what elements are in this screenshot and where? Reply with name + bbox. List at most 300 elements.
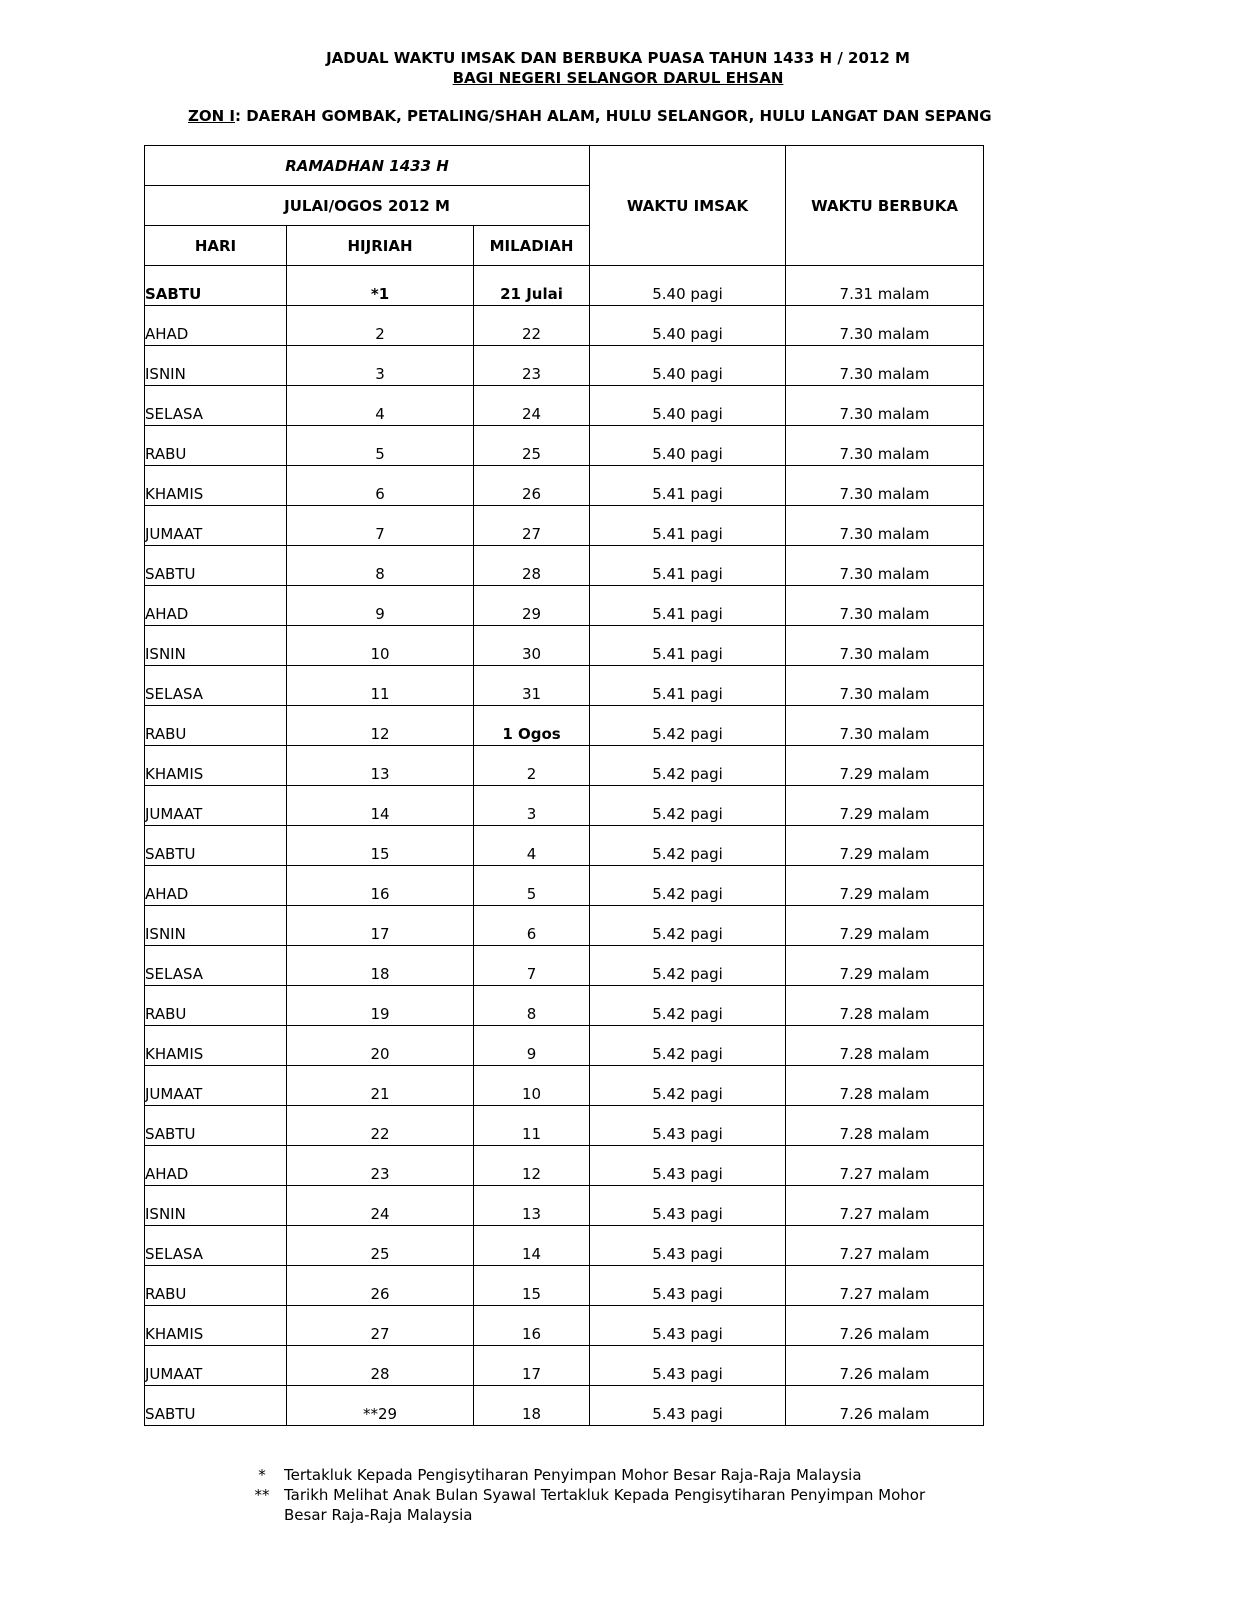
imsak-cell bbox=[590, 1266, 786, 1306]
footnote-mark: ** bbox=[254, 1486, 270, 1504]
imsak-cell-text: 5.40 pagi bbox=[652, 365, 723, 383]
day-cell-text: RABU bbox=[145, 445, 187, 463]
table-row bbox=[145, 346, 984, 386]
hijriah-cell bbox=[287, 546, 474, 586]
miladiah-cell bbox=[474, 706, 590, 746]
imsak-cell-text: 5.43 pagi bbox=[652, 1125, 723, 1143]
miladiah-cell bbox=[474, 746, 590, 786]
imsak-cell-text: 5.41 pagi bbox=[652, 565, 723, 583]
imsak-cell-text: 5.43 pagi bbox=[652, 1165, 723, 1183]
day-cell bbox=[145, 386, 287, 426]
berbuka-cell-text: 7.26 malam bbox=[839, 1365, 930, 1383]
berbuka-cell-text: 7.28 malam bbox=[839, 1125, 930, 1143]
imsak-cell-text: 5.42 pagi bbox=[652, 845, 723, 863]
berbuka-cell-text: 7.27 malam bbox=[839, 1285, 930, 1303]
berbuka-cell-text: 7.27 malam bbox=[839, 1205, 930, 1223]
berbuka-cell bbox=[786, 1266, 984, 1306]
berbuka-cell-text: 7.30 malam bbox=[839, 645, 930, 663]
imsak-cell-text: 5.43 pagi bbox=[652, 1205, 723, 1223]
hijriah-cell-text: 3 bbox=[375, 365, 385, 383]
berbuka-cell-text: 7.29 malam bbox=[839, 845, 930, 863]
day-cell bbox=[145, 1106, 287, 1146]
imsak-cell bbox=[590, 426, 786, 466]
miladiah-cell-text: 5 bbox=[526, 885, 537, 903]
berbuka-cell-text: 7.27 malam bbox=[839, 1245, 930, 1263]
berbuka-cell-text: 7.30 malam bbox=[839, 445, 930, 463]
hijriah-cell bbox=[287, 306, 474, 346]
miladiah-cell-text: 30 bbox=[521, 645, 542, 663]
hijriah-cell bbox=[287, 706, 474, 746]
hijriah-cell bbox=[287, 906, 474, 946]
miladiah-cell-text: 8 bbox=[526, 1005, 537, 1023]
miladiah-cell-text: 31 bbox=[521, 685, 542, 703]
berbuka-cell bbox=[786, 346, 984, 386]
hijriah-cell bbox=[287, 1386, 474, 1426]
miladiah-cell-text: 6 bbox=[526, 925, 537, 943]
day-cell bbox=[145, 1146, 287, 1186]
table-row bbox=[145, 746, 984, 786]
miladiah-cell bbox=[474, 466, 590, 506]
day-cell-text: SABTU bbox=[145, 1125, 196, 1143]
hijriah-cell-text: 2 bbox=[375, 325, 385, 343]
imsak-cell bbox=[590, 586, 786, 626]
imsak-cell bbox=[590, 1346, 786, 1386]
day-cell-text: RABU bbox=[145, 1005, 187, 1023]
berbuka-cell-text: 7.30 malam bbox=[839, 605, 930, 623]
miladiah-cell bbox=[474, 1066, 590, 1106]
miladiah-cell-text: 11 bbox=[521, 1125, 542, 1143]
day-cell-text: SELASA bbox=[145, 685, 204, 703]
day-cell bbox=[145, 306, 287, 346]
berbuka-cell-text: 7.29 malam bbox=[839, 885, 930, 903]
berbuka-cell bbox=[786, 506, 984, 546]
day-cell bbox=[145, 986, 287, 1026]
imsak-cell-text: 5.42 pagi bbox=[652, 1045, 723, 1063]
hijriah-cell bbox=[287, 1346, 474, 1386]
table-row bbox=[145, 1106, 984, 1146]
miladiah-cell bbox=[474, 626, 590, 666]
imsak-cell-text: 5.43 pagi bbox=[652, 1405, 723, 1423]
berbuka-cell bbox=[786, 826, 984, 866]
hijriah-cell bbox=[287, 586, 474, 626]
berbuka-cell bbox=[786, 666, 984, 706]
imsak-cell bbox=[590, 1066, 786, 1106]
berbuka-cell-text: 7.30 malam bbox=[839, 685, 930, 703]
day-cell-text: KHAMIS bbox=[145, 1045, 204, 1063]
table-row bbox=[145, 1186, 984, 1226]
day-cell-text: AHAD bbox=[145, 1165, 189, 1183]
imsak-cell bbox=[590, 466, 786, 506]
imsak-cell bbox=[590, 266, 786, 306]
hijriah-cell bbox=[287, 1146, 474, 1186]
hijriah-cell-text: 11 bbox=[370, 685, 390, 703]
footnote bbox=[240, 1485, 964, 1525]
day-cell bbox=[145, 346, 287, 386]
miladiah-cell-text: 26 bbox=[521, 485, 542, 503]
imsak-header: WAKTU IMSAK bbox=[590, 146, 786, 266]
day-cell bbox=[145, 1386, 287, 1426]
day-cell bbox=[145, 266, 287, 306]
miladiah-cell-text: 28 bbox=[521, 565, 542, 583]
hijriah-cell-text: 20 bbox=[370, 1045, 390, 1063]
imsak-cell bbox=[590, 906, 786, 946]
day-cell bbox=[145, 666, 287, 706]
hijriah-cell-text: 28 bbox=[370, 1365, 390, 1383]
imsak-cell bbox=[590, 746, 786, 786]
imsak-cell bbox=[590, 1386, 786, 1426]
berbuka-cell bbox=[786, 626, 984, 666]
hijriah-cell bbox=[287, 866, 474, 906]
footnote bbox=[240, 1465, 964, 1485]
table-row bbox=[145, 1026, 984, 1066]
day-cell-text: KHAMIS bbox=[145, 1325, 204, 1343]
berbuka-cell-text: 7.28 malam bbox=[839, 1045, 930, 1063]
imsak-cell bbox=[590, 946, 786, 986]
imsak-cell bbox=[590, 1186, 786, 1226]
table-row bbox=[145, 1266, 984, 1306]
hijriah-cell-text: 4 bbox=[375, 405, 385, 423]
hijriah-cell-text: 6 bbox=[375, 485, 385, 503]
imsak-cell-text: 5.42 pagi bbox=[652, 1085, 723, 1103]
miladiah-cell-text: 17 bbox=[521, 1365, 542, 1383]
miladiah-cell-text: 18 bbox=[521, 1405, 542, 1423]
imsak-cell-text: 5.42 pagi bbox=[652, 1005, 723, 1023]
imsak-cell bbox=[590, 306, 786, 346]
miladiah-cell-text: 25 bbox=[521, 445, 542, 463]
miladiah-cell-text: 21 Julai bbox=[500, 285, 563, 303]
table-row bbox=[145, 1146, 984, 1186]
hijriah-cell-text: 24 bbox=[370, 1205, 390, 1223]
day-cell bbox=[145, 866, 287, 906]
berbuka-cell-text: 7.30 malam bbox=[839, 565, 930, 583]
day-cell bbox=[145, 906, 287, 946]
hijriah-cell bbox=[287, 1186, 474, 1226]
imsak-cell bbox=[590, 346, 786, 386]
berbuka-cell-text: 7.30 malam bbox=[839, 725, 930, 743]
hijriah-cell-text: 17 bbox=[370, 925, 390, 943]
schedule-rows bbox=[145, 266, 984, 1426]
berbuka-cell-text: 7.30 malam bbox=[839, 325, 930, 343]
miladiah-cell bbox=[474, 1266, 590, 1306]
berbuka-cell bbox=[786, 466, 984, 506]
hijriah-cell-text: 27 bbox=[370, 1325, 390, 1343]
miladiah-cell-text: 14 bbox=[521, 1245, 542, 1263]
hijriah-cell bbox=[287, 626, 474, 666]
table-row bbox=[145, 466, 984, 506]
hijriah-cell-text: 16 bbox=[370, 885, 390, 903]
berbuka-cell bbox=[786, 1146, 984, 1186]
hijriah-cell bbox=[287, 1266, 474, 1306]
imsak-cell bbox=[590, 1146, 786, 1186]
day-cell bbox=[145, 1346, 287, 1386]
day-cell bbox=[145, 1026, 287, 1066]
berbuka-cell-text: 7.29 malam bbox=[839, 805, 930, 823]
footnote-mark: * bbox=[258, 1466, 266, 1484]
hijriah-cell-text: 9 bbox=[375, 605, 385, 623]
berbuka-cell bbox=[786, 1066, 984, 1106]
hijriah-cell-text: 21 bbox=[370, 1085, 390, 1103]
berbuka-cell bbox=[786, 786, 984, 826]
day-cell bbox=[145, 746, 287, 786]
miladiah-cell-text: 7 bbox=[526, 965, 537, 983]
berbuka-cell-text: 7.30 malam bbox=[839, 365, 930, 383]
imsak-cell bbox=[590, 866, 786, 906]
hijriah-cell bbox=[287, 466, 474, 506]
hijriah-cell bbox=[287, 666, 474, 706]
imsak-cell bbox=[590, 386, 786, 426]
hijriah-cell bbox=[287, 746, 474, 786]
imsak-cell bbox=[590, 1026, 786, 1066]
miladiah-cell bbox=[474, 1106, 590, 1146]
day-cell-text: ISNIN bbox=[145, 1205, 186, 1223]
berbuka-cell bbox=[786, 706, 984, 746]
imsak-cell-text: 5.42 pagi bbox=[652, 765, 723, 783]
berbuka-cell-text: 7.26 malam bbox=[839, 1325, 930, 1343]
hijriah-cell-text: 15 bbox=[370, 845, 390, 863]
miladiah-cell bbox=[474, 1026, 590, 1066]
berbuka-cell bbox=[786, 1226, 984, 1266]
berbuka-cell-text: 7.30 malam bbox=[839, 485, 930, 503]
imsak-cell-text: 5.43 pagi bbox=[652, 1365, 723, 1383]
berbuka-cell-text: 7.29 malam bbox=[839, 925, 930, 943]
miladiah-cell bbox=[474, 266, 590, 306]
day-cell-text: ISNIN bbox=[145, 645, 186, 663]
imsak-cell-text: 5.41 pagi bbox=[652, 685, 723, 703]
hijriah-cell bbox=[287, 506, 474, 546]
day-cell-text: JUMAAT bbox=[145, 1365, 203, 1383]
berbuka-cell bbox=[786, 906, 984, 946]
imsak-cell-text: 5.40 pagi bbox=[652, 325, 723, 343]
miladiah-cell bbox=[474, 306, 590, 346]
table-row bbox=[145, 866, 984, 906]
table-row bbox=[145, 666, 984, 706]
miladiah-cell-text: 16 bbox=[521, 1325, 542, 1343]
miladiah-cell bbox=[474, 986, 590, 1026]
table-row bbox=[145, 546, 984, 586]
table-row bbox=[145, 426, 984, 466]
day-cell-text: SELASA bbox=[145, 405, 204, 423]
miladiah-cell-text: 4 bbox=[526, 845, 537, 863]
hijriah-cell-text: 22 bbox=[370, 1125, 390, 1143]
day-cell-text: JUMAAT bbox=[145, 525, 203, 543]
table-row bbox=[145, 586, 984, 626]
miladiah-cell bbox=[474, 1306, 590, 1346]
hijriah-cell-text: 14 bbox=[370, 805, 390, 823]
berbuka-cell-text: 7.28 malam bbox=[839, 1085, 930, 1103]
table-row bbox=[145, 986, 984, 1026]
miladiah-cell bbox=[474, 586, 590, 626]
miladiah-cell bbox=[474, 1346, 590, 1386]
day-cell-text: ISNIN bbox=[145, 925, 186, 943]
miladiah-cell bbox=[474, 1386, 590, 1426]
imsak-cell-text: 5.40 pagi bbox=[652, 445, 723, 463]
table-row bbox=[145, 1346, 984, 1386]
miladiah-cell-text: 13 bbox=[521, 1205, 542, 1223]
berbuka-cell bbox=[786, 1386, 984, 1426]
day-cell bbox=[145, 546, 287, 586]
table-row bbox=[145, 786, 984, 826]
hijriah-cell bbox=[287, 386, 474, 426]
day-cell-text: AHAD bbox=[145, 325, 189, 343]
footnote-text: Tertakluk Kepada Pengisytiharan Penyimpan Mohor Besar Raja-Raja Malaysia bbox=[284, 1466, 862, 1484]
miladiah-cell-text: 24 bbox=[521, 405, 542, 423]
imsak-cell-text: 5.42 pagi bbox=[652, 965, 723, 983]
berbuka-header: WAKTU BERBUKA bbox=[786, 146, 984, 266]
day-cell bbox=[145, 586, 287, 626]
day-cell-text: KHAMIS bbox=[145, 765, 204, 783]
zone-label: ZON I bbox=[188, 107, 235, 125]
berbuka-cell bbox=[786, 746, 984, 786]
table-row bbox=[145, 506, 984, 546]
miladiah-cell bbox=[474, 1146, 590, 1186]
miladiah-cell-text: 3 bbox=[526, 805, 537, 823]
berbuka-cell-text: 7.26 malam bbox=[839, 1405, 930, 1423]
berbuka-cell bbox=[786, 1026, 984, 1066]
miladiah-cell-text: 29 bbox=[521, 605, 542, 623]
zone-heading bbox=[188, 107, 992, 125]
berbuka-cell-text: 7.29 malam bbox=[839, 765, 930, 783]
berbuka-cell bbox=[786, 306, 984, 346]
miladiah-cell bbox=[474, 506, 590, 546]
hari-header: HARI bbox=[145, 226, 287, 266]
hijriah-cell-text: 8 bbox=[375, 565, 385, 583]
imsak-cell bbox=[590, 506, 786, 546]
day-cell bbox=[145, 706, 287, 746]
imsak-cell-text: 5.42 pagi bbox=[652, 805, 723, 823]
imsak-cell-text: 5.40 pagi bbox=[652, 285, 723, 303]
imsak-cell bbox=[590, 626, 786, 666]
miladiah-cell bbox=[474, 826, 590, 866]
day-cell-text: RABU bbox=[145, 725, 187, 743]
berbuka-cell bbox=[786, 386, 984, 426]
hijriah-cell bbox=[287, 946, 474, 986]
miladiah-cell bbox=[474, 866, 590, 906]
miladiah-cell bbox=[474, 1186, 590, 1226]
day-cell bbox=[145, 786, 287, 826]
imsak-cell-text: 5.43 pagi bbox=[652, 1285, 723, 1303]
hijriah-cell-text: 12 bbox=[370, 725, 390, 743]
imsak-cell-text: 5.41 pagi bbox=[652, 485, 723, 503]
imsak-cell-text: 5.43 pagi bbox=[652, 1245, 723, 1263]
miladiah-cell-text: 27 bbox=[521, 525, 542, 543]
day-cell-text: RABU bbox=[145, 1285, 187, 1303]
zone-districts: : DAERAH GOMBAK, PETALING/SHAH ALAM, HULU SELANGOR, HULU LANGAT DAN SEPANG bbox=[235, 107, 992, 125]
miladiah-cell-text: 12 bbox=[521, 1165, 542, 1183]
berbuka-cell bbox=[786, 986, 984, 1026]
miladiah-cell-text: 2 bbox=[526, 765, 537, 783]
imsak-cell-text: 5.41 pagi bbox=[652, 525, 723, 543]
imsak-cell bbox=[590, 546, 786, 586]
table-row bbox=[145, 386, 984, 426]
table-row bbox=[145, 826, 984, 866]
table-row bbox=[145, 1386, 984, 1426]
day-cell-text: SABTU bbox=[145, 285, 202, 303]
table-row bbox=[145, 626, 984, 666]
berbuka-cell-text: 7.28 malam bbox=[839, 1005, 930, 1023]
hijriah-cell-text: 26 bbox=[370, 1285, 390, 1303]
hijriah-cell-text: 10 bbox=[370, 645, 390, 663]
imsak-cell-text: 5.42 pagi bbox=[652, 885, 723, 903]
day-cell-text: JUMAAT bbox=[145, 1085, 203, 1103]
imsak-cell bbox=[590, 986, 786, 1026]
berbuka-cell bbox=[786, 946, 984, 986]
miladiah-cell bbox=[474, 1226, 590, 1266]
miladiah-header: MILADIAH bbox=[474, 226, 590, 266]
hijriah-cell-text: 25 bbox=[370, 1245, 390, 1263]
miladiah-cell bbox=[474, 906, 590, 946]
miladiah-cell bbox=[474, 346, 590, 386]
imsak-cell-text: 5.40 pagi bbox=[652, 405, 723, 423]
imsak-cell bbox=[590, 1306, 786, 1346]
miladiah-cell-text: 23 bbox=[521, 365, 542, 383]
berbuka-cell bbox=[786, 586, 984, 626]
berbuka-cell bbox=[786, 1186, 984, 1226]
day-cell-text: ISNIN bbox=[145, 365, 186, 383]
hijriah-cell bbox=[287, 1226, 474, 1266]
footnotes bbox=[240, 1465, 964, 1525]
day-cell-text: AHAD bbox=[145, 605, 189, 623]
berbuka-cell bbox=[786, 546, 984, 586]
day-cell-text: SABTU bbox=[145, 1405, 196, 1423]
hijriah-cell-text: 7 bbox=[375, 525, 385, 543]
hijriah-cell bbox=[287, 1026, 474, 1066]
month-header: JULAI/OGOS 2012 M bbox=[145, 186, 590, 226]
berbuka-cell bbox=[786, 866, 984, 906]
day-cell bbox=[145, 506, 287, 546]
hijriah-cell-text: 19 bbox=[370, 1005, 390, 1023]
hijriah-header: HIJRIAH bbox=[287, 226, 474, 266]
miladiah-cell-text: 10 bbox=[521, 1085, 542, 1103]
day-cell-text: SELASA bbox=[145, 965, 204, 983]
hijriah-cell-text: 23 bbox=[370, 1165, 390, 1183]
day-cell bbox=[145, 426, 287, 466]
schedule-table bbox=[144, 145, 984, 1426]
day-cell bbox=[145, 466, 287, 506]
day-cell-text: SELASA bbox=[145, 1245, 204, 1263]
miladiah-cell bbox=[474, 426, 590, 466]
imsak-cell-text: 5.42 pagi bbox=[652, 725, 723, 743]
table-row bbox=[145, 1306, 984, 1346]
berbuka-cell bbox=[786, 1346, 984, 1386]
hijriah-cell-text: **29 bbox=[362, 1405, 398, 1423]
hijriah-cell bbox=[287, 986, 474, 1026]
hijriah-cell bbox=[287, 346, 474, 386]
table-row bbox=[145, 906, 984, 946]
hijriah-cell-text: 18 bbox=[370, 965, 390, 983]
miladiah-cell-text: 22 bbox=[521, 325, 542, 343]
document-subtitle: BAGI NEGERI SELANGOR DARUL EHSAN bbox=[452, 69, 784, 87]
imsak-cell bbox=[590, 706, 786, 746]
berbuka-cell-text: 7.27 malam bbox=[839, 1165, 930, 1183]
imsak-cell bbox=[590, 1226, 786, 1266]
berbuka-cell bbox=[786, 1106, 984, 1146]
hijriah-cell bbox=[287, 786, 474, 826]
imsak-cell bbox=[590, 666, 786, 706]
day-cell bbox=[145, 946, 287, 986]
footnote-text: Tarikh Melihat Anak Bulan Syawal Tertakluk Kepada Pengisytiharan Penyimpan Mohor Besar Raja-Raja Malaysia bbox=[284, 1486, 926, 1524]
imsak-cell-text: 5.43 pagi bbox=[652, 1325, 723, 1343]
hijriah-cell-text: *1 bbox=[370, 285, 390, 303]
imsak-cell bbox=[590, 786, 786, 826]
hijriah-cell bbox=[287, 1106, 474, 1146]
imsak-cell-text: 5.42 pagi bbox=[652, 925, 723, 943]
day-cell-text: SABTU bbox=[145, 565, 196, 583]
hijriah-cell-text: 13 bbox=[370, 765, 390, 783]
hijriah-cell bbox=[287, 426, 474, 466]
imsak-cell-text: 5.41 pagi bbox=[652, 605, 723, 623]
berbuka-cell bbox=[786, 426, 984, 466]
berbuka-cell bbox=[786, 1306, 984, 1346]
